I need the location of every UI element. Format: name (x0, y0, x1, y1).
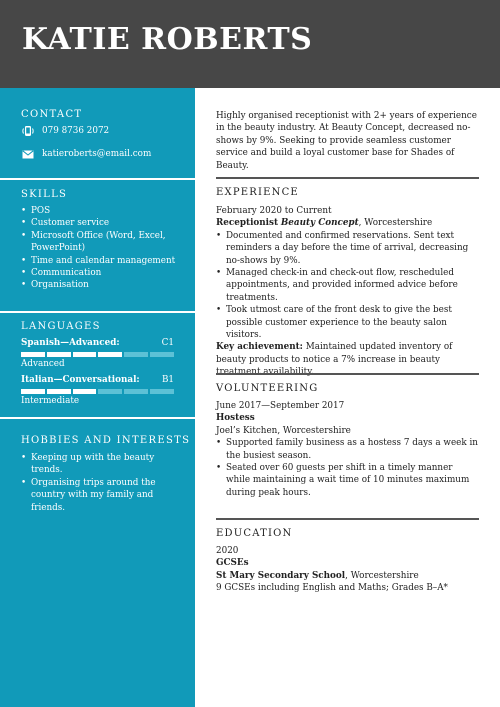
experience-title: EXPERIENCE (216, 187, 299, 198)
education-location: , Worcestershire (345, 570, 419, 581)
contact-email[interactable]: katieroberts@email.com (42, 149, 152, 159)
volunteering-org: Joel’s Kitchen, Worcestershire (216, 425, 351, 436)
section-divider (216, 177, 479, 179)
language-level-segment (98, 389, 122, 394)
profile-summary (216, 110, 479, 172)
header-bar (0, 0, 500, 88)
achievement-label: Key achievement: (216, 342, 303, 353)
experience-bullet: • Took utmost care of the front desk to give the best possible customer experience to the beauty salon visitors. (216, 304, 479, 341)
sidebar-divider (0, 417, 195, 419)
language-code: C1 (161, 338, 174, 348)
language-name: Italian—Conversational: (21, 375, 140, 385)
volunteering-bullets (216, 437, 479, 499)
language-level-segment (73, 352, 97, 357)
candidate-name: KATIE ROBERTS (22, 22, 313, 57)
hobbies-title: HOBBIES AND INTERESTS (21, 435, 191, 446)
skills-list (21, 205, 181, 292)
language-level-segment (21, 389, 45, 394)
experience-entry (216, 205, 479, 379)
language-level: Advanced (21, 359, 65, 369)
language-level-segment (98, 352, 122, 357)
contact-title: CONTACT (21, 109, 83, 120)
language-row (21, 374, 174, 386)
language-level: Intermediate (21, 396, 80, 406)
hobbies-list (21, 452, 156, 514)
language-level-segment (47, 352, 71, 357)
volunteering-bullet: • Supported family business as a hostess 7 days a week in the busiest season. (216, 437, 479, 462)
skill-item: • Communication (21, 267, 181, 279)
contact-phone: 079 8736 2072 (42, 126, 110, 136)
language-level-segment (124, 389, 148, 394)
achievement-text: Maintained updated inventory of beauty products to notice a 7% increase in beauty (216, 342, 453, 365)
language-level-segment (150, 389, 174, 394)
envelope-icon (21, 148, 35, 160)
languages-title: LANGUAGES (21, 321, 101, 332)
contact-email-row (21, 148, 151, 160)
language-level-bar (21, 352, 174, 357)
section-divider (216, 518, 479, 520)
education-school: St Mary Secondary School (216, 570, 346, 581)
hobby-item: • Organising trips around the country with my family and friends. (21, 477, 156, 514)
education-year: 2020 (216, 546, 239, 556)
summary-text: Highly organised receptionist with 2+ years of experience in the beauty industry. At Beauty Concept, decreased no-shows by 9%. Seeking to provide seamless customer service and build a loyal customer base for Shades of Beauty. (216, 111, 477, 171)
language-row (21, 337, 174, 349)
experience-role: Receptionist (216, 218, 279, 229)
volunteering-dates: June 2017—September 2017 (216, 401, 345, 411)
language-level-segment (47, 389, 71, 394)
language-level-segment (73, 389, 97, 394)
experience-bullets (216, 230, 479, 342)
phone-icon (21, 125, 35, 137)
education-details: 9 GCSEs including English and Maths; Grades B–A* (216, 583, 448, 594)
education-school-line (216, 570, 479, 582)
volunteering-role: Hostess (216, 413, 255, 424)
language-code: B1 (161, 375, 174, 385)
experience-role-line (216, 217, 479, 229)
education-title: EDUCATION (216, 528, 293, 539)
volunteering-bullet: • Seated over 60 guests per shift in a timely manner while maintaining a wait time of 10 minutes maximum during peak hours. (216, 462, 479, 499)
sidebar (0, 88, 195, 707)
sidebar-divider (0, 178, 195, 180)
language-level-segment (21, 352, 45, 357)
skill-item: • Customer service (21, 217, 181, 229)
skill-item: • Time and calendar management (21, 255, 181, 267)
experience-dates: February 2020 to Current (216, 206, 332, 216)
skill-item: • Organisation (21, 279, 181, 291)
volunteering-entry (216, 400, 479, 499)
education-qualification: GCSEs (216, 558, 249, 569)
language-level-segment (150, 352, 174, 357)
language-level-segment (124, 352, 148, 357)
skills-title: SKILLS (21, 189, 68, 200)
hobby-item: • Keeping up with the beauty trends. (21, 452, 156, 477)
volunteering-title: VOLUNTEERING (216, 383, 319, 394)
language-level-bar (21, 389, 174, 394)
education-entry (216, 545, 479, 595)
skill-item: • Microsoft Office (Word, Excel, PowerPoint) (21, 230, 181, 255)
sidebar-divider (0, 311, 195, 313)
section-divider (216, 373, 479, 375)
language-name: Spanish—Advanced: (21, 338, 120, 348)
experience-bullet: • Managed check-in and check-out flow, rescheduled appointments, and provided informed advice before treatments. (216, 267, 479, 304)
experience-location: , Worcestershire (358, 218, 433, 229)
skill-item: • POS (21, 205, 181, 217)
contact-phone-row (21, 125, 109, 137)
experience-bullet: • Documented and confirmed reservations. Sent text reminders a day before the time of arrival, decreasing no-shows by 9%. (216, 230, 479, 267)
experience-company: Beauty Concept (280, 218, 359, 229)
